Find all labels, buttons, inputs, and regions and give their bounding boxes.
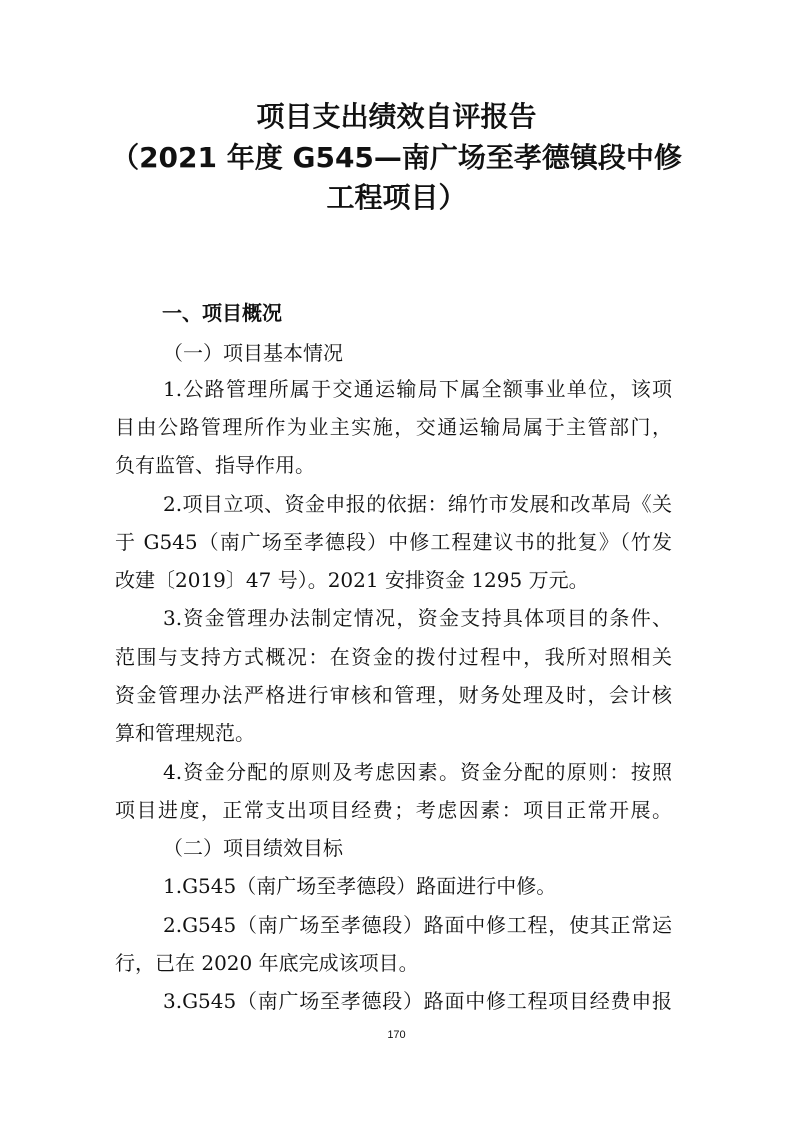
subsection-heading-basic-info: （一）项目基本情况	[163, 341, 343, 365]
paragraph-3-line-2: 范围与支持方式概况：在资金的拨付过程中，我所对照相关	[115, 645, 672, 669]
paragraph-2-line-3: 改建〔2019〕47 号）。2021 安排资金 1295 万元。	[115, 568, 589, 592]
paragraph-4-line-2: 项目进度，正常支出项目经费；考虑因素：项目正常开展。	[115, 798, 672, 822]
goal-3-line-1: 3.G545（南广场至孝德段）路面中修工程项目经费申报	[163, 989, 672, 1013]
subsection-heading-performance-goals: （二）项目绩效目标	[163, 836, 343, 860]
goal-1: 1.G545（南广场至孝德段）路面进行中修。	[163, 874, 557, 898]
report-title-line-3: 工程项目）	[326, 181, 467, 214]
paragraph-4-line-1: 4.资金分配的原则及考虑因素。资金分配的原则：按照	[163, 760, 672, 784]
report-title-line-1: 项目支出绩效自评报告	[256, 100, 537, 133]
paragraph-2-line-2: 于 G545（南广场至孝德段）中修工程建议书的批复》（竹发	[115, 530, 672, 554]
section-heading-project-overview: 一、项目概况	[162, 301, 282, 325]
report-title-line-2: （2021 年度 G545—南广场至孝德镇段中修	[111, 141, 682, 174]
paragraph-3-line-4: 算和管理规范。	[115, 721, 255, 745]
paragraph-1-line-1: 1.公路管理所属于交通运输局下属全额事业单位，该项	[163, 377, 672, 401]
page-number: 170	[387, 1029, 406, 1041]
paragraph-1-line-3: 负有监管、指导作用。	[115, 453, 315, 477]
paragraph-2-line-1: 2.项目立项、资金申报的依据：绵竹市发展和改革局《关	[163, 492, 672, 516]
paragraph-3-line-1: 3.资金管理办法制定情况，资金支持具体项目的条件、	[163, 606, 672, 630]
paragraph-3-line-3: 资金管理办法严格进行审核和管理，财务处理及时，会计核	[115, 683, 672, 707]
goal-2-line-2: 行，已在 2020 年底完成该项目。	[115, 951, 419, 975]
goal-2-line-1: 2.G545（南广场至孝德段）路面中修工程，使其正常运	[163, 913, 672, 937]
paragraph-1-line-2: 目由公路管理所作为业主实施，交通运输局属于主管部门，	[115, 415, 672, 439]
